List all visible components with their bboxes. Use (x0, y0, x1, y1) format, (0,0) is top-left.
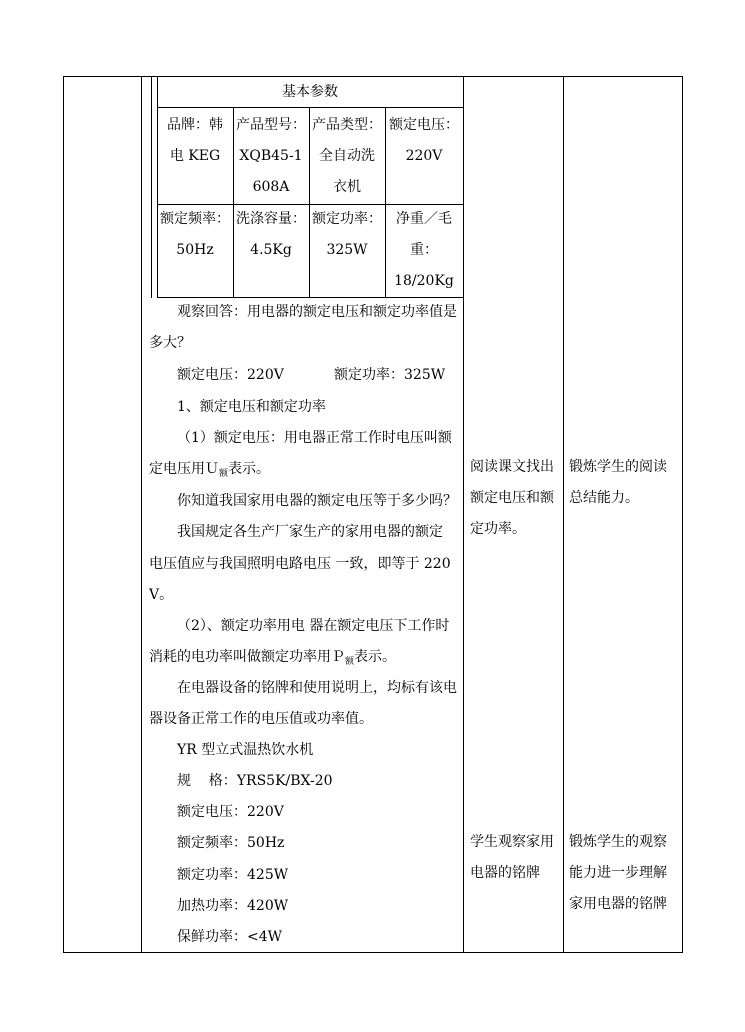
nameplate-line: 额定功率：425W (177, 867, 289, 883)
question-voltage: 你知道我国家用电器的额定电压等于多少吗？ (177, 493, 457, 509)
intent-1-line: 总结能力。 (569, 490, 639, 506)
activity-2-line: 电器的铭牌 (470, 865, 540, 881)
param-cell-voltage: 额定电压： 220V (389, 117, 459, 164)
answer-voltage: 额定电压：220V (177, 367, 284, 383)
param-cell-weight: 净重／毛 重： 18/20Kg (394, 211, 454, 289)
nameplate-line: 额定频率：50Hz (177, 835, 285, 851)
activity-1-line: 额定电压和额 (470, 490, 554, 506)
intent-2-line: 锻炼学生的观察 (569, 834, 667, 850)
intent-1-line: 锻炼学生的阅读 (569, 459, 667, 475)
table-left-border (63, 76, 64, 953)
subscript-rated: 额 (345, 657, 355, 667)
table-bottom-border (63, 952, 682, 953)
param-cell-model: 产品型号： XQB45-1 608A (236, 117, 306, 195)
column-divider-3 (563, 76, 564, 953)
section-heading-1: 1、额定电压和额定功率 (177, 399, 326, 415)
intent-2-line: 能力进一步理解 (569, 865, 667, 881)
definition-power-line-1: （2）、额定功率用电 器在额定电压下工作时 (177, 618, 450, 634)
table-right-border (682, 76, 683, 953)
column-divider-2 (463, 76, 464, 953)
param-row-line-1 (157, 107, 463, 108)
nameplate-line: 额定电压：220V (177, 804, 284, 820)
subscript-rated: 额 (219, 469, 229, 479)
param-cell-capacity: 洗涤容量： 4.5Kg (236, 211, 306, 258)
param-table-title: 基本参数 (282, 84, 338, 100)
param-cell-brand: 品牌：韩 电 KEG (167, 117, 223, 164)
activity-1-line: 定功率。 (470, 521, 526, 537)
rule-line-1: 我国规定各生产厂家生产的家用电器的额定 (177, 524, 443, 540)
rule-line-3: V。 (149, 587, 174, 603)
nameplate-intro-line-1: 在电器设备的铭牌和使用说明上，均标有该电 (177, 680, 457, 696)
definition-power-line-2: 消耗的电功率叫做额定功率用Ｐ$_额$表示。 (149, 649, 397, 667)
nameplate-line: 规 格：YRS5K/BX-20 (177, 773, 333, 789)
rule-line-2: 电压值应与我国照明电路电压 一致，即等于 220 (149, 556, 451, 572)
definition-voltage-line-2: 定电压用Ｕ$_额$表示。 (149, 461, 271, 479)
question-line-2: 多大？ (149, 335, 191, 351)
answer-power: 额定功率：325W (334, 367, 446, 383)
definition-voltage-line-1: （1）额定电压：用电器正常工作时电压叫额 (177, 430, 452, 446)
param-cell-power: 额定功率： 325W (312, 211, 382, 258)
nameplate-intro-line-2: 器设备正常工作的电压值或功率值。 (149, 711, 373, 727)
nameplate-line: 加热功率：420W (177, 898, 289, 914)
nameplate-line: YR 型立式温热饮水机 (177, 742, 314, 758)
activity-1-line: 阅读课文找出 (470, 459, 554, 475)
column-divider-1 (141, 76, 142, 953)
param-inner-left (151, 76, 152, 298)
intent-2-line: 家用电器的铭牌 (569, 896, 667, 912)
question-line-1: 观察回答：用电器的额定电压和额定功率值是 (177, 304, 457, 320)
param-cell-type: 产品类型： 全自动洗 衣机 (312, 117, 382, 195)
param-cell-frequency: 额定频率： 50Hz (160, 211, 230, 258)
activity-2-line: 学生观察家用 (470, 834, 554, 850)
nameplate-line: 保鲜功率：<4W (177, 929, 283, 945)
